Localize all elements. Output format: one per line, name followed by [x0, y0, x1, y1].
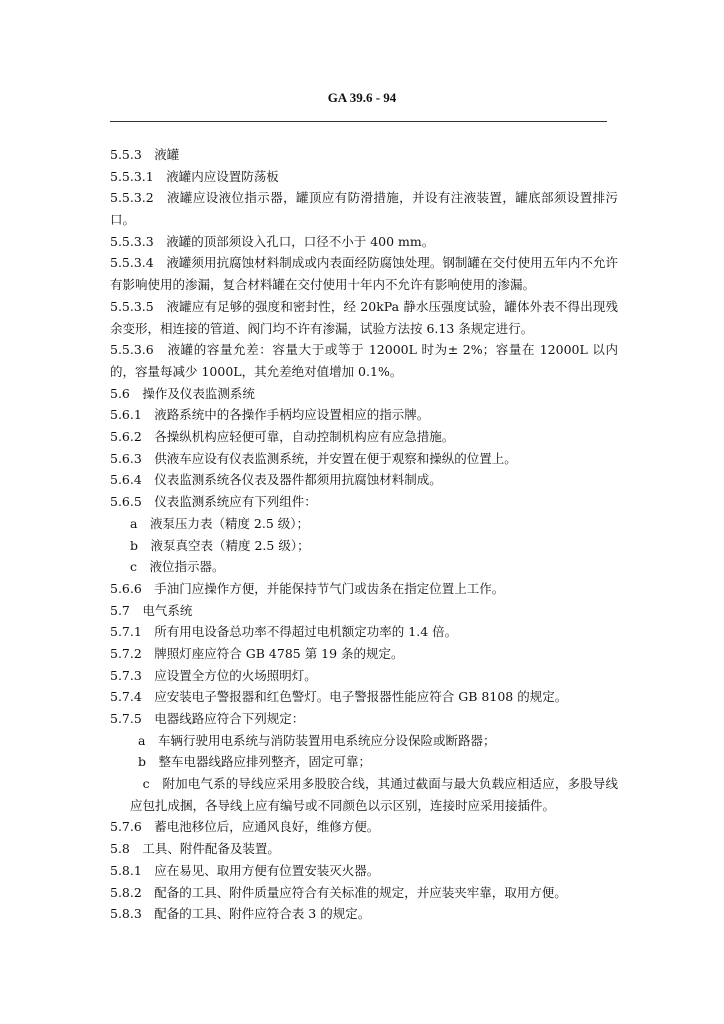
clause-line: 5.7.1 所有用电设备总功率不得超过电机额定功率的 1.4 倍。: [110, 624, 458, 640]
header-rule: [110, 121, 607, 122]
document-body: [110, 144, 618, 925]
clause-line: 5.8.1 应在易见、取用方便有位置安装灭火器。: [110, 862, 380, 878]
clause-line: 5.5.3.2 液罐应设液位指示器，罐顶应有防滑措施，并设有注液装置，罐底部须设置排污口。: [110, 190, 618, 228]
clause-line: 5.7.4 应安装电子警报器和红色警灯。电子警报器性能应符合 GB 8108 的规定。: [110, 689, 568, 705]
clause-line: 5.5.3.5 液罐应有足够的强度和密封性，经 20kPa 静水压强度试验，罐体外表不得出现残余变形，相连接的管道、阀门均不许有渗漏，试验方法按 6.13 条规定进行。: [110, 298, 618, 336]
clause-line: b 液泵真空表（精度 2.5 级）；: [130, 537, 310, 553]
clause-line: 5.7.5 电器线路应符合下列规定：: [110, 711, 305, 726]
clause-line: 5.6 操作及仪表监测系统: [110, 385, 255, 401]
clause-line: 5.7.3 应设置全方位的火场照明灯。: [110, 667, 317, 683]
clause-line: 5.8 工具、附件配备及装置。: [110, 841, 280, 857]
clause-line: 5.5.3.1 液罐内应设置防荡板: [110, 168, 279, 184]
clause-line: 5.6.3 供液车应设有仪表监测系统，并安置在便于观察和操纵的位置上。: [110, 450, 517, 466]
clause-line: 5.8.3 配备的工具、附件应符合表 3 的规定。: [110, 906, 371, 922]
clause-line: 5.7.6 蓄电池移位后，应通风良好，维修方便。: [110, 819, 380, 835]
clause-line: 5.5.3.3 液罐的顶部须设入孔口，口径不小于 400 mm。: [110, 233, 435, 249]
clause-line: a 液泵压力表（精度 2.5 级）；: [130, 515, 310, 531]
clause-line: 5.6.6 手油门应操作方便，并能保持节气门或齿条在指定位置上工作。: [110, 580, 505, 596]
clause-line: 5.5.3 液罐: [110, 147, 180, 162]
clause-line: 5.7 电气系统: [110, 602, 193, 618]
clause-line: 5.6.2 各操纵机构应轻便可靠，自动控制机构应有应急措施。: [110, 429, 455, 445]
clause-line: 5.6.5 仪表监测系统应有下列组件：: [110, 494, 317, 510]
clause-line: 5.6.1 液路系统中的各操作手柄均应设置相应的指示牌。: [110, 407, 430, 423]
clause-line: 5.5.3.6 液罐的容量允差：容量大于或等于 12000L 时为± 2%；容量在 12000L 以内的，容量每减少 1000L，其允差绝对值增加 0.1%。: [110, 342, 618, 379]
clause-line: 5.8.2 配备的工具、附件质量应符合有关标准的规定，并应装夹牢靠，取用方便。: [110, 884, 567, 900]
clause-line: c 液位指示器。: [130, 559, 225, 575]
document-header: GA 39.6 - 94: [327, 90, 397, 105]
clause-line: 5.7.2 牌照灯座应符合 GB 4785 第 19 条的规定。: [110, 645, 404, 661]
clause-line: a 车辆行驶用电系统与消防装置用电系统应分设保险或断路器；: [138, 732, 496, 748]
clause-line: 5.5.3.4 液罐须用抗腐蚀材料制成或内表面经防腐蚀处理。钢制罐在交付使用五年内不允许有影响使用的渗漏，复合材料罐在交付使用十年内不允许有影响使用的渗漏。: [110, 255, 618, 293]
clause-line: c 附加电气系的导线应采用多股胶合线，其通过截面与最大负载应相适应，多股导线应包扎成捆，各导线上应有编号或不同颜色以示区别，连接时应采用接插件。: [130, 776, 618, 813]
clause-line: 5.6.4 仪表监测系统各仪表及器件都须用抗腐蚀材料制成。: [110, 472, 442, 488]
clause-line: b 整车电器线路应排列整齐，固定可靠；: [138, 754, 372, 770]
